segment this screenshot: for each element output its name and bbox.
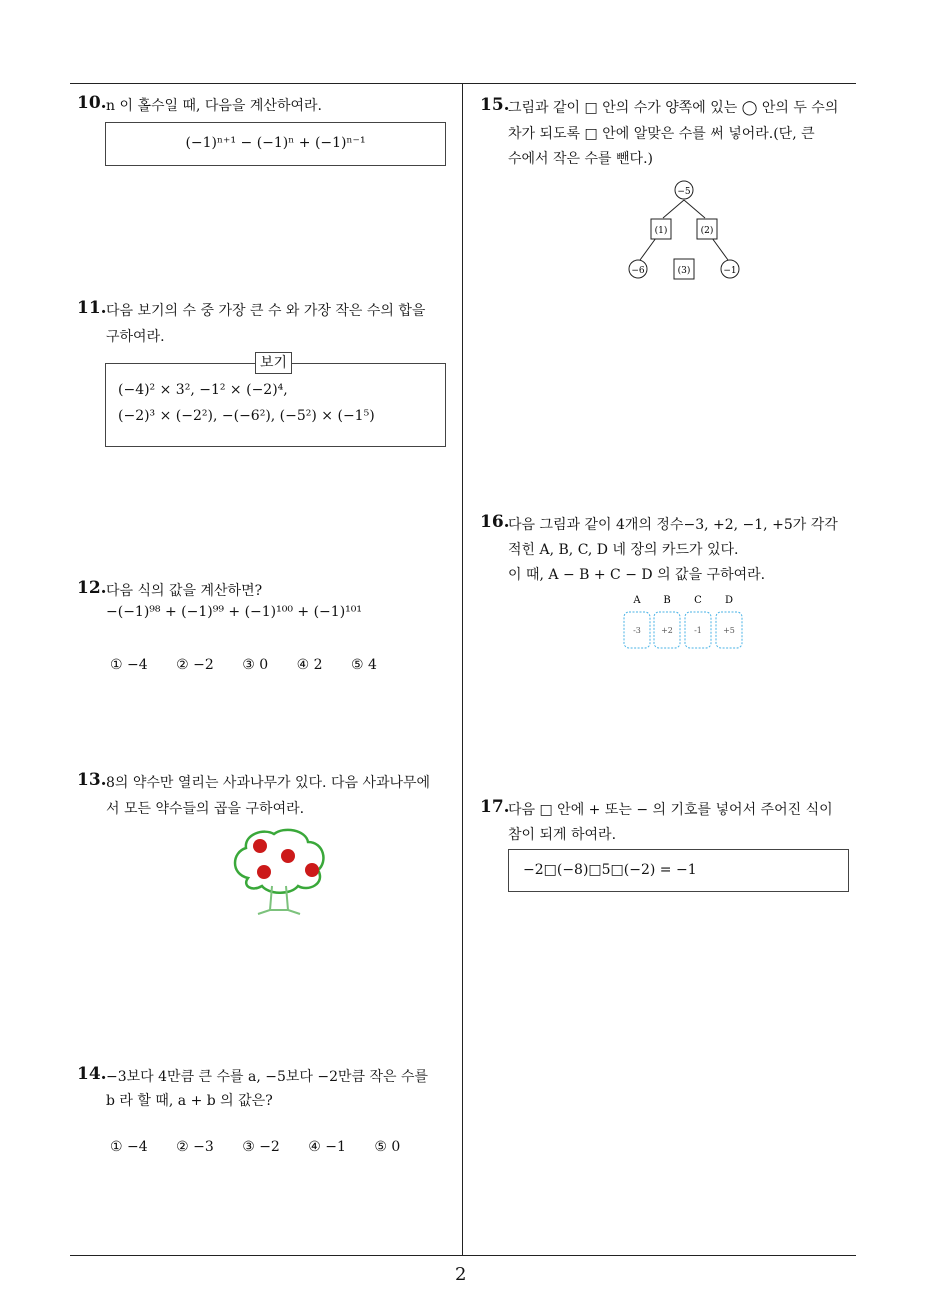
q10-text: n 이 홀수일 때, 다음을 계산하여라. [106, 98, 322, 114]
q13-line1: 8의 약수만 열리는 사과나무가 있다. 다음 사과나무에 [106, 775, 431, 791]
q17-line2: 참이 되게 하여라. [508, 827, 617, 843]
q13-line2: 서 모든 약수들의 곱을 구하여라. [106, 801, 305, 817]
q12-formula: −(−1)⁹⁸ + (−1)⁹⁹ + (−1)¹⁰⁰ + (−1)¹⁰¹ [106, 604, 362, 620]
q11-bogi-label: 보기 [255, 352, 292, 374]
card-c-value: -1 [694, 626, 702, 635]
q11-line1: 다음 보기의 수 중 가장 큰 수 와 가장 작은 수의 합을 [106, 303, 426, 319]
page-number: 2 [455, 1264, 467, 1285]
q11-bogi-box [105, 363, 446, 447]
q10-formula: (−1)ⁿ⁺¹ − (−1)ⁿ + (−1)ⁿ⁻¹ [185, 135, 366, 151]
q12-choice-5[interactable]: ⑤ 4 [350, 657, 377, 673]
q17-line1: 다음 □ 안에 + 또는 − 의 기호를 넣어서 주어진 식이 [508, 802, 833, 818]
card-b-value: +2 [661, 626, 673, 635]
column-divider [462, 83, 463, 1256]
q16-line2: 적힌 A, B, C, D 네 장의 카드가 있다. [508, 542, 739, 558]
q16-number: 16. [480, 512, 510, 532]
q12-choice-3[interactable]: ③ 0 [242, 657, 269, 673]
q14-choices [110, 1139, 424, 1155]
card-b-label: B [663, 595, 671, 606]
q15-box-1-label: (1) [654, 226, 668, 236]
apple-4 [305, 863, 319, 877]
q15-top-value: −5 [677, 187, 691, 197]
q12-choice-2[interactable]: ② −2 [176, 657, 214, 673]
q15-box-3-label: (3) [677, 266, 691, 276]
q15-number: 15. [480, 95, 510, 115]
q16-line1: 다음 그림과 같이 4개의 정수−3, +2, −1, +5가 각각 [508, 517, 838, 533]
q12-text: 다음 식의 값을 계산하면? [106, 583, 263, 599]
q11-line2: 구하여라. [106, 329, 165, 345]
q11-bogi-line1: (−4)² × 3², −1² × (−2)⁴, [118, 382, 288, 398]
q14-line2: b 라 할 때, a + b 의 값은? [106, 1093, 273, 1109]
q15-line3: 수에서 작은 수를 뺀다.) [508, 151, 653, 167]
q14-choice-4[interactable]: ④ −1 [308, 1139, 346, 1155]
q16-line3: 이 때, A − B + C − D 의 값을 구하여라. [508, 567, 766, 583]
q15-box-2-label: (2) [700, 226, 714, 236]
q11-number: 11. [77, 298, 107, 318]
top-rule [70, 83, 856, 84]
card-c-label: C [694, 595, 702, 606]
q10-number: 10. [77, 93, 107, 113]
q17-formula-box [508, 849, 849, 892]
q14-choice-5[interactable]: ⑤ 0 [374, 1139, 401, 1155]
q12-choice-1[interactable]: ① −4 [110, 657, 148, 673]
card-d-value: +5 [723, 626, 735, 635]
apple-2 [281, 849, 295, 863]
bottom-rule [70, 1255, 856, 1256]
card-a-value: -3 [633, 626, 641, 635]
apple-3 [257, 865, 271, 879]
q17-number: 17. [480, 797, 510, 817]
apple-1 [253, 839, 267, 853]
q10-formula-box [105, 122, 446, 166]
q15-left-value: −6 [631, 266, 645, 276]
q11-bogi-line2: (−2)³ × (−2²), −(−6²), (−5²) × (−1⁵) [118, 408, 375, 424]
q14-line1: −3보다 4만큼 큰 수를 a, −5보다 −2만큼 작은 수를 [106, 1069, 429, 1085]
q13-number: 13. [77, 770, 107, 790]
q15-right-value: −1 [723, 266, 737, 276]
q12-choices [110, 657, 401, 673]
q15-line1: 그림과 같이 □ 안의 수가 양쪽에 있는 ◯ 안의 두 수의 [508, 100, 839, 116]
q17-formula: −2□(−8)□5□(−2) = −1 [523, 862, 697, 878]
q14-number: 14. [77, 1064, 107, 1084]
q14-choice-3[interactable]: ③ −2 [242, 1139, 280, 1155]
q15-line2: 차가 되도록 □ 안에 알맞은 수를 써 넣어라.(단, 큰 [508, 126, 815, 142]
tree-canopy [235, 830, 323, 893]
q12-choice-4[interactable]: ④ 2 [296, 657, 323, 673]
card-a-label: A [633, 595, 641, 606]
q14-choice-1[interactable]: ① −4 [110, 1139, 148, 1155]
q12-number: 12. [77, 578, 107, 598]
q14-choice-2[interactable]: ② −3 [176, 1139, 214, 1155]
q16-cards [618, 592, 748, 654]
q15-difference-diagram [620, 178, 744, 284]
apple-tree-illustration [228, 826, 332, 918]
card-d-label: D [724, 595, 734, 606]
